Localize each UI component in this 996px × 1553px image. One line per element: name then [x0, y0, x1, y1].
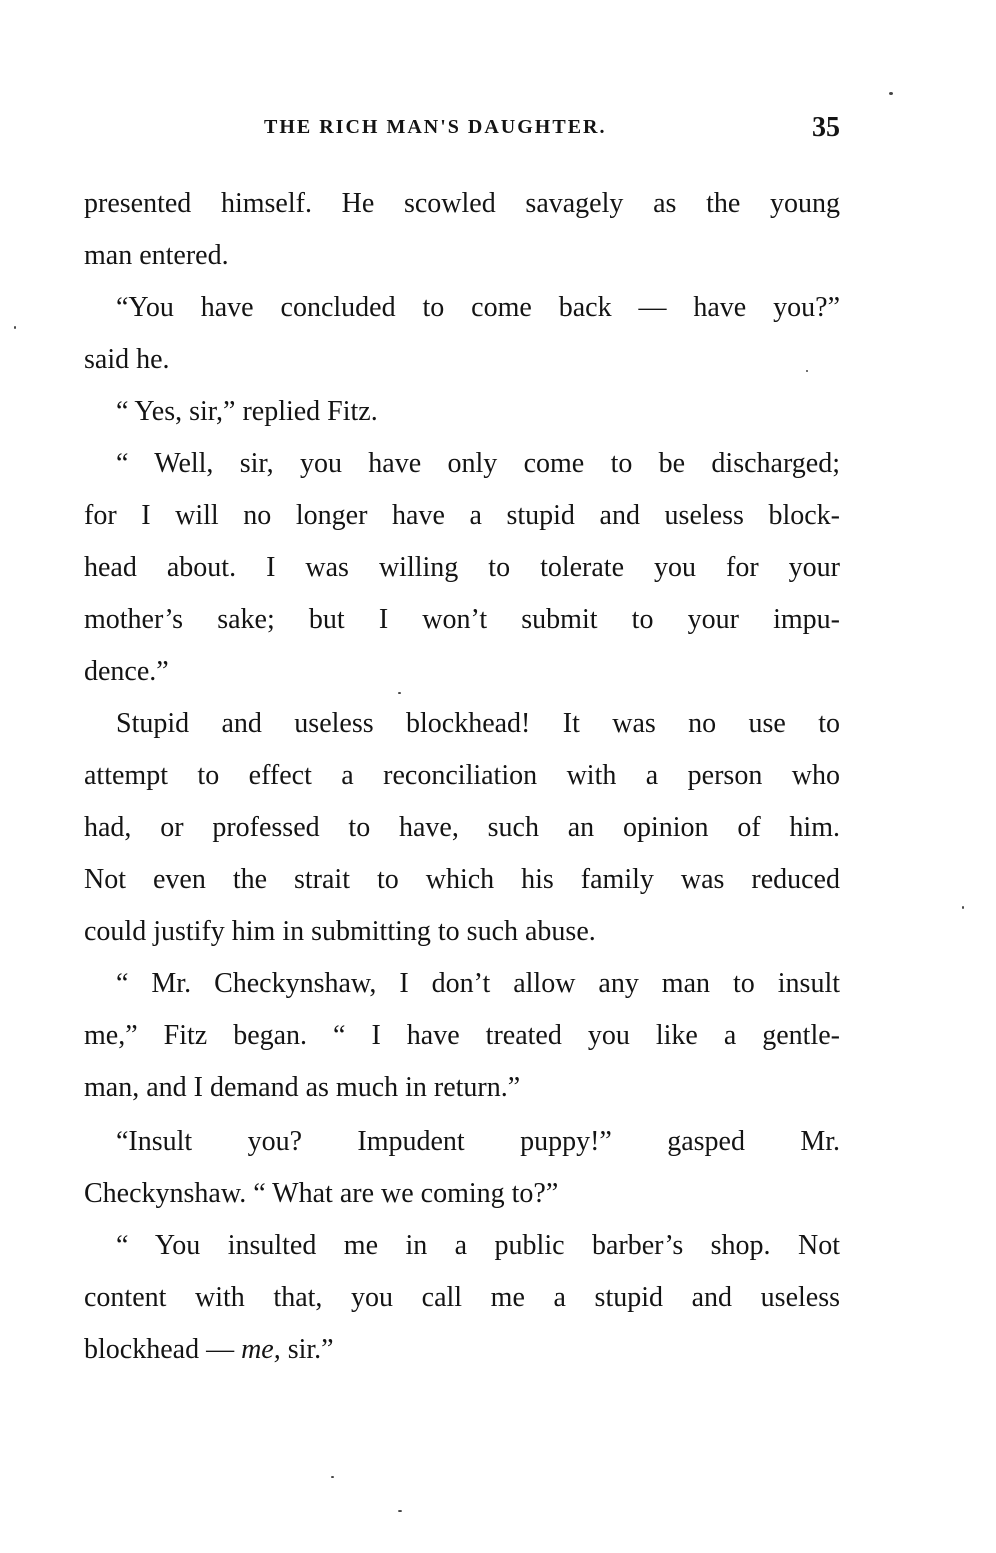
scan-speck: [331, 1476, 334, 1478]
text-line: man entered.: [84, 240, 229, 271]
text-line: presented himself. He scowled savagely as the young: [84, 188, 840, 219]
scan-speck: [889, 92, 893, 95]
emphasis-text: me,: [241, 1334, 281, 1365]
text-line: “ You insulted me in a public barber’s shop. Not: [116, 1230, 840, 1261]
text-line: Stupid and useless blockhead! It was no use to: [116, 708, 840, 739]
scan-speck: [14, 326, 16, 329]
text-run: blockhead —: [84, 1334, 242, 1365]
scan-speck: [806, 370, 808, 372]
text-line: “ Well, sir, you have only come to be discharged;: [116, 448, 840, 479]
text-line: content with that, you call me a stupid and useless: [84, 1282, 840, 1313]
page-number: 35: [812, 112, 840, 143]
text-line: had, or professed to have, such an opinion of him.: [84, 812, 840, 843]
scan-speck: [398, 692, 401, 694]
text-line: could justify him in submitting to such abuse.: [84, 916, 596, 947]
text-line: [84, 1332, 840, 1368]
text-line: said he.: [84, 344, 170, 375]
scan-speck: [962, 906, 964, 909]
text-line: attempt to effect a reconciliation with a person who: [84, 760, 840, 791]
page-header: [84, 112, 840, 148]
text-line: mother’s sake; but I won’t submit to your impu-: [84, 604, 840, 635]
text-line: “ Yes, sir,” replied Fitz.: [116, 396, 378, 427]
text-line: “ Mr. Checkynshaw, I don’t allow any man to insult: [116, 968, 840, 999]
scan-speck: [398, 1510, 402, 1512]
text-run: sir.”: [280, 1334, 334, 1365]
text-line: for I will no longer have a stupid and useless block-: [84, 500, 840, 531]
text-line: “You have concluded to come back — have you?”: [116, 292, 840, 323]
text-line: Checkynshaw. “ What are we coming to?”: [84, 1178, 559, 1209]
running-title: THE RICH MAN'S DAUGHTER.: [264, 116, 607, 138]
text-line: man, and I demand as much in return.”: [84, 1072, 521, 1103]
text-line: head about. I was willing to tolerate you for your: [84, 552, 840, 583]
text-line: me,” Fitz began. “ I have treated you like a gentle-: [84, 1020, 840, 1051]
text-line: dence.”: [84, 656, 169, 687]
text-line: Not even the strait to which his family was reduced: [84, 864, 840, 895]
text-line: “Insult you? Impudent puppy!” gasped Mr.: [116, 1126, 840, 1157]
